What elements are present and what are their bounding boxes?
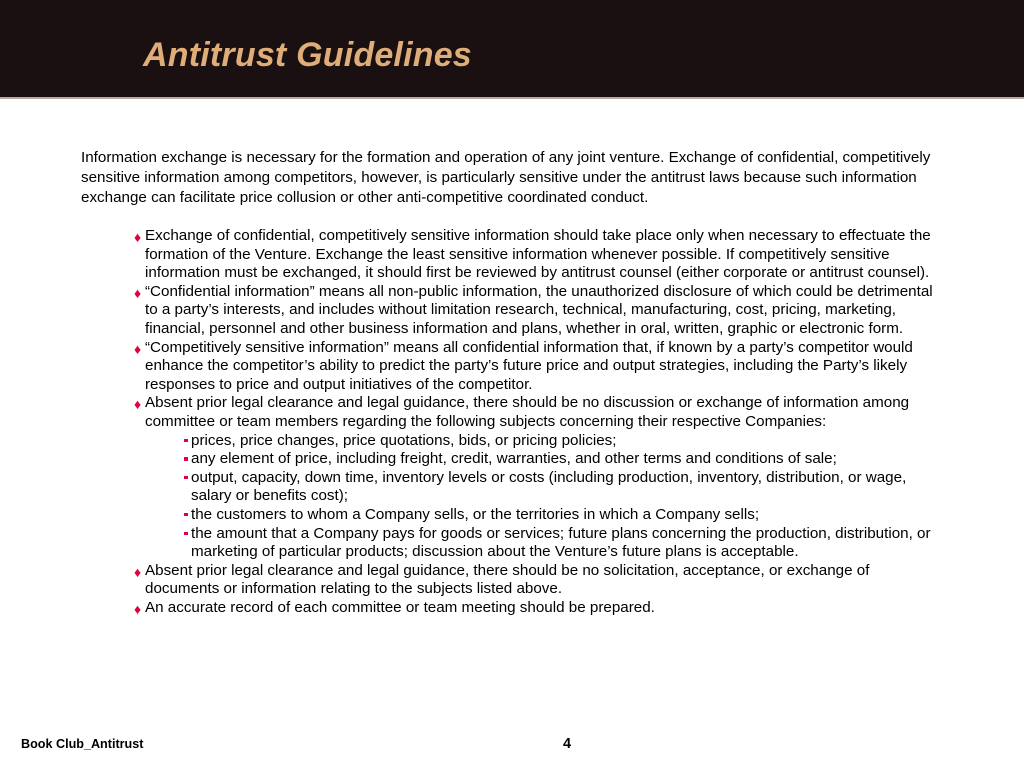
- diamond-bullet-icon: ♦: [134, 229, 142, 245]
- sub-bullet-text: the customers to whom a Company sells, or the territories in which a Company sells;: [191, 505, 760, 523]
- bullet-item: [134, 227, 946, 283]
- bullet-item: [134, 599, 946, 618]
- square-bullet-icon: [184, 513, 188, 517]
- diamond-bullet-icon: ♦: [134, 284, 142, 301]
- bullet-text: An accurate record of each committee or team meeting should be prepared.: [145, 598, 655, 616]
- bullet-text: “Competitively sensitive information” means all confidential information that, if known by a party’s competitor would enhance the competitor’s ability to predict the party’s future price and output strategies, including the Party’s likely responses to price and output initiatives of the competitor.: [145, 338, 913, 393]
- bullet-item: [134, 339, 946, 395]
- diamond-bullet-icon: ♦: [134, 600, 142, 617]
- bullet-item: [134, 394, 946, 431]
- bullet-item: [134, 283, 946, 339]
- diamond-bullet-icon: ♦: [134, 563, 142, 580]
- bullet-item: [134, 562, 946, 599]
- square-bullet-icon: [184, 476, 188, 480]
- diamond-bullet-icon: ♦: [134, 396, 142, 413]
- sub-bullet-text: output, capacity, down time, inventory levels or costs (including production, inventory, distribution, or wage, salary or benefits cost);: [191, 468, 907, 505]
- bullet-list: [134, 227, 946, 617]
- sub-bullet-list: [184, 432, 946, 562]
- slide-footer: [0, 735, 1024, 768]
- diamond-bullet-icon: ♦: [134, 340, 142, 357]
- bullet-text: Absent prior legal clearance and legal guidance, there should be no discussion or exchange of information among committee or team members regarding the following subjects concerning their respective Companies:: [145, 394, 910, 430]
- page-title: Antitrust Guidelines: [143, 36, 472, 74]
- square-bullet-icon: [184, 439, 188, 443]
- sub-bullet-item: [184, 432, 946, 451]
- intro-paragraph: Information exchange is necessary for the formation and operation of any joint venture. Exchange of confidential, competitively sensitive information among competitors, however, is particularly sensitive under the antitrust laws because such information exchange can facilitate price collusion or other anti-competitive coordinated conduct.: [81, 149, 931, 207]
- footer-deck-label: Book Club_Antitrust: [21, 737, 144, 751]
- square-bullet-icon: [184, 532, 188, 536]
- slide-body: [0, 99, 1024, 719]
- footer-page-number: 4: [563, 736, 572, 752]
- sub-bullet-item: [184, 525, 946, 562]
- bullet-text: “Confidential information” means all non-public information, the unauthorized disclosure of which could be detrimental to a party’s interests, and includes without limitation research, technical, manufacturing, cost, pricing, marketing, financial, personnel and other business information and plans, whether in oral, written, graphic or electronic form.: [145, 282, 933, 337]
- sub-bullet-text: the amount that a Company pays for goods or services; future plans concerning the production, distribution, or marketing of particular products; discussion about the Venture’s future plans is acceptable.: [191, 524, 931, 561]
- square-bullet-icon: [184, 457, 188, 461]
- sub-bullet-text: any element of price, including freight, credit, warranties, and other terms and conditions of sale;: [191, 450, 837, 468]
- sub-bullet-item: [184, 450, 946, 469]
- sub-bullet-item: [184, 506, 946, 525]
- sub-bullet-text: prices, price changes, price quotations, bids, or pricing policies;: [191, 431, 617, 449]
- sub-bullet-item: [184, 469, 946, 506]
- bullet-text: Exchange of confidential, competitively sensitive information should take place only when necessary to effectuate the formation of the Venture. Exchange the least sensitive information whenever possible. If competitively sensitive information must be exchanged, it should first be reviewed by antitrust counsel (either corporate or antitrust counsel).: [145, 227, 931, 282]
- bullet-text: Absent prior legal clearance and legal guidance, there should be no solicitation, acceptance, or exchange of documents or information relating to the subjects listed above.: [145, 561, 870, 598]
